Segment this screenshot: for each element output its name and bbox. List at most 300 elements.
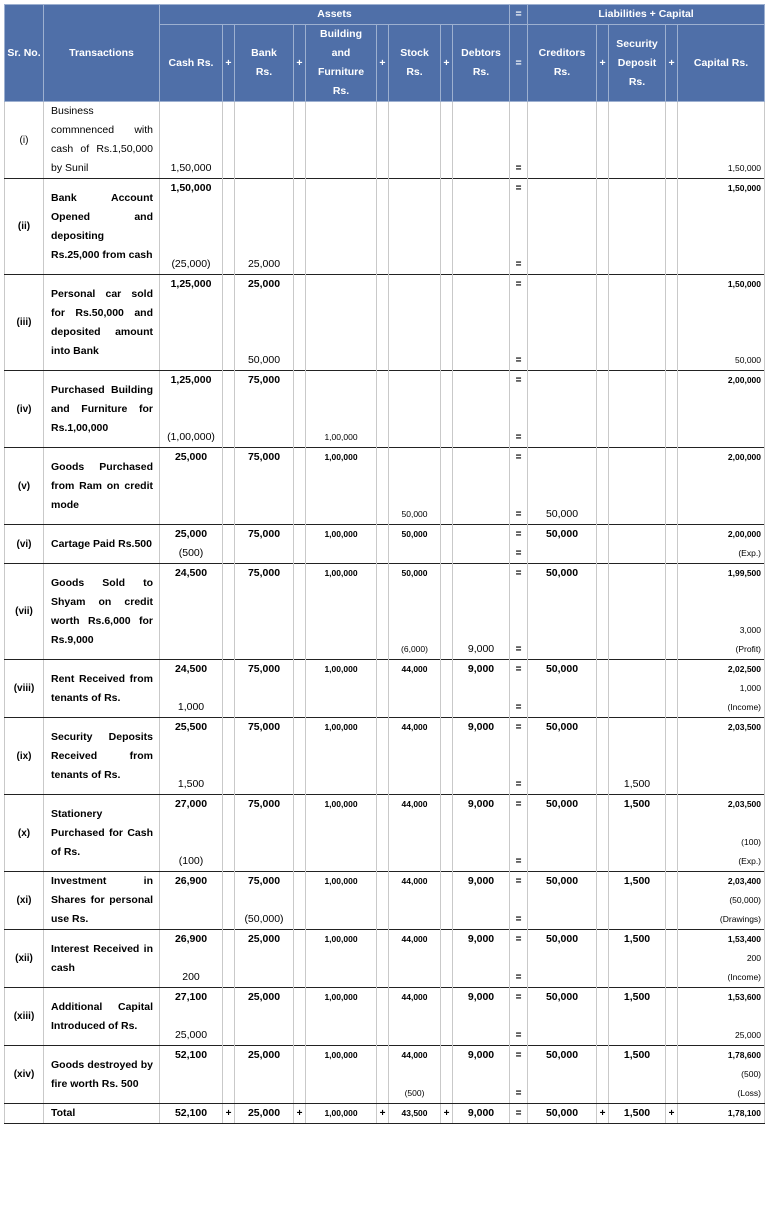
empty-cell: [597, 409, 609, 428]
cell-stock: [389, 255, 441, 275]
empty-cell: [678, 140, 765, 159]
plus-sign: [377, 1046, 389, 1066]
serial-number: (ii): [5, 179, 44, 275]
header-liabilities-capital: Liabilities + Capital: [528, 5, 765, 25]
plus-sign: [666, 718, 678, 738]
cell-bank: 75,000: [235, 564, 294, 584]
empty-cell: [235, 294, 294, 313]
empty-cell: [441, 294, 453, 313]
cell-debtors: [453, 852, 510, 872]
empty-cell: [235, 198, 294, 217]
empty-cell: [666, 486, 678, 505]
cell-stock: 44,000: [389, 718, 441, 738]
plus-sign: [294, 988, 306, 1008]
empty-cell: [510, 198, 528, 217]
empty-cell: [306, 409, 377, 428]
cell-building: [306, 371, 377, 391]
plus-sign: [223, 275, 235, 295]
plus-sign: [666, 872, 678, 892]
empty-cell: [306, 121, 377, 140]
cell-stock: (6,000): [389, 640, 441, 660]
empty-cell: [453, 621, 510, 640]
empty-cell: [609, 121, 666, 140]
cell-cash: 25,500: [160, 718, 223, 738]
empty-cell: [223, 602, 235, 621]
cell-bank: [235, 640, 294, 660]
empty-cell: [160, 1007, 223, 1026]
empty-cell: [223, 313, 235, 332]
cell-capital: 2,03,500: [678, 795, 765, 815]
plus-sign: [223, 428, 235, 448]
empty-cell: [441, 949, 453, 968]
cell-bank: 75,000: [235, 795, 294, 815]
empty-cell: [306, 1007, 377, 1026]
cell-building: [306, 698, 377, 718]
plus-sign: [597, 428, 609, 448]
plus-sign: [597, 351, 609, 371]
empty-cell: [609, 198, 666, 217]
plus-sign: [377, 448, 389, 468]
plus-sign: [223, 988, 235, 1008]
empty-cell: [528, 737, 597, 756]
serial-number: (xiv): [5, 1046, 44, 1104]
empty-cell: [441, 621, 453, 640]
empty-cell: [528, 891, 597, 910]
empty-cell: [223, 486, 235, 505]
plus-sign: [597, 275, 609, 295]
empty-cell: [609, 390, 666, 409]
empty-cell: [223, 737, 235, 756]
cell-bank: 25,000: [235, 255, 294, 275]
empty-cell: [666, 332, 678, 351]
plus-sign: [441, 544, 453, 564]
plus-sign: [666, 910, 678, 930]
serial-number: (vii): [5, 564, 44, 660]
serial-number: (iii): [5, 275, 44, 371]
cell-deposit: [609, 255, 666, 275]
empty-cell: [389, 121, 441, 140]
plus-sign: [597, 544, 609, 564]
cell-bank: 75,000: [235, 448, 294, 468]
empty-cell: [666, 737, 678, 756]
cell-debtors: [453, 179, 510, 199]
empty-cell: [306, 621, 377, 640]
empty-cell: [678, 602, 765, 621]
cell-bank: [235, 544, 294, 564]
cell-capital-note: (Exp.): [678, 852, 765, 872]
cell-stock: 44,000: [389, 1046, 441, 1066]
plus-sign: [441, 351, 453, 371]
empty-cell: [597, 1065, 609, 1084]
empty-cell: [235, 756, 294, 775]
serial-number: (xii): [5, 930, 44, 988]
empty-cell: [306, 102, 377, 121]
plus-sign: [294, 275, 306, 295]
plus-sign: [377, 930, 389, 950]
cell-building: [306, 351, 377, 371]
cell-capital: 2,02,500: [678, 660, 765, 680]
cell-debtors: [453, 255, 510, 275]
cell-bank: 25,000: [235, 1046, 294, 1066]
empty-cell: [441, 198, 453, 217]
empty-cell: [389, 332, 441, 351]
plus-sign: [223, 795, 235, 815]
empty-cell: [160, 621, 223, 640]
transaction-description: Additional Capital Introduced of Rs.: [44, 988, 160, 1046]
empty-cell: [528, 467, 597, 486]
plus-sign: [666, 275, 678, 295]
empty-cell: [441, 891, 453, 910]
empty-cell: [223, 833, 235, 852]
equals-sign: =: [510, 371, 528, 391]
cell-deposit: [609, 371, 666, 391]
empty-cell: [389, 102, 441, 121]
plus-sign: +: [223, 1104, 235, 1124]
transaction-description: Personal car sold for Rs.50,000 and deposited amount into Bank: [44, 275, 160, 371]
empty-cell: [609, 236, 666, 255]
empty-cell: [294, 121, 306, 140]
empty-cell: [678, 409, 765, 428]
plus-sign: [666, 775, 678, 795]
empty-cell: [666, 390, 678, 409]
empty-cell: [528, 1065, 597, 1084]
cell-creditors: [528, 179, 597, 199]
plus-sign: [294, 930, 306, 950]
cell-deposit: [609, 564, 666, 584]
empty-cell: [678, 467, 765, 486]
cell-stock: 44,000: [389, 872, 441, 892]
cell-building: [306, 852, 377, 872]
plus-sign: [377, 1084, 389, 1104]
plus-sign: [441, 930, 453, 950]
table-header: [5, 5, 765, 102]
empty-cell: [678, 294, 765, 313]
cell-cash: (100): [160, 852, 223, 872]
plus-sign: [441, 564, 453, 584]
empty-cell: [160, 217, 223, 236]
cell-capital: 1,50,000: [678, 159, 765, 179]
cell-capital: 2,03,500: [678, 718, 765, 738]
cell-cash: [160, 640, 223, 660]
serial-number: (iv): [5, 371, 44, 448]
plus-sign: [377, 852, 389, 872]
plus-sign: [294, 968, 306, 988]
header-transactions: Transactions: [44, 5, 160, 102]
empty-cell: [441, 1007, 453, 1026]
empty-cell: [666, 891, 678, 910]
empty-cell: [294, 332, 306, 351]
cell-bank: [235, 698, 294, 718]
cell-cash: [160, 351, 223, 371]
equals-sign: =: [510, 159, 528, 179]
cell-deposit: [609, 428, 666, 448]
cell-building: 1,00,000: [306, 795, 377, 815]
empty-cell: [235, 833, 294, 852]
empty-cell: [597, 467, 609, 486]
plus-sign: [597, 505, 609, 525]
balance-row: [5, 179, 765, 199]
cell-debtors: [453, 968, 510, 988]
empty-cell: [609, 602, 666, 621]
plus-sign: [441, 448, 453, 468]
cell-deposit: [609, 525, 666, 545]
empty-cell: [294, 833, 306, 852]
cell-creditors: [528, 255, 597, 275]
equals-sign: =: [510, 795, 528, 815]
cell-debtors: 9,000: [453, 988, 510, 1008]
empty-cell: [678, 390, 765, 409]
plus-sign: +: [294, 25, 306, 102]
empty-cell: [306, 583, 377, 602]
empty-cell: [666, 409, 678, 428]
plus-sign: [597, 564, 609, 584]
cell-debtors: [453, 159, 510, 179]
serial-number: (v): [5, 448, 44, 525]
empty-cell: [597, 1007, 609, 1026]
cell-debtors: 9,000: [453, 930, 510, 950]
empty-cell: [453, 313, 510, 332]
empty-cell: [306, 467, 377, 486]
empty-cell: [597, 679, 609, 698]
empty-cell: [510, 121, 528, 140]
plus-sign: [223, 930, 235, 950]
transaction-description: Goods destroyed by fire worth Rs. 500: [44, 1046, 160, 1104]
empty-cell: [453, 294, 510, 313]
empty-cell: [528, 294, 597, 313]
empty-cell: [528, 313, 597, 332]
cell-stock: 44,000: [389, 988, 441, 1008]
balance-row: [5, 930, 765, 950]
empty-cell: [306, 679, 377, 698]
plus-sign: [294, 525, 306, 545]
empty-cell: [597, 756, 609, 775]
cell-capital: 3,000: [678, 621, 765, 640]
empty-cell: [510, 679, 528, 698]
empty-cell: [510, 949, 528, 968]
cell-stock: (500): [389, 1084, 441, 1104]
plus-sign: [666, 1046, 678, 1066]
cell-bank: 50,000: [235, 351, 294, 371]
total-debtors: 9,000: [453, 1104, 510, 1124]
empty-cell: [453, 737, 510, 756]
cell-debtors: 9,000: [453, 872, 510, 892]
cell-cash: (1,00,000): [160, 428, 223, 448]
empty-cell: [510, 486, 528, 505]
cell-stock: [389, 544, 441, 564]
cell-debtors: 9,000: [453, 718, 510, 738]
transaction-description: Cartage Paid Rs.500: [44, 525, 160, 564]
equals-sign: =: [510, 910, 528, 930]
empty-cell: [666, 217, 678, 236]
total-building: 1,00,000: [306, 1104, 377, 1124]
cell-bank: [235, 179, 294, 199]
cell-bank: [235, 1084, 294, 1104]
empty-cell: [453, 390, 510, 409]
empty-cell: [453, 102, 510, 121]
empty-cell: [389, 236, 441, 255]
empty-cell: [609, 756, 666, 775]
transaction-description: Interest Received in cash: [44, 930, 160, 988]
cell-stock: 50,000: [389, 564, 441, 584]
plus-sign: [377, 872, 389, 892]
empty-cell: [223, 409, 235, 428]
empty-cell: [389, 583, 441, 602]
empty-cell: [294, 602, 306, 621]
plus-sign: [223, 448, 235, 468]
plus-sign: [597, 255, 609, 275]
cell-capital: [678, 775, 765, 795]
empty-cell: [609, 409, 666, 428]
equals-sign: =: [510, 718, 528, 738]
cell-cash: 25,000: [160, 525, 223, 545]
empty-cell: [510, 891, 528, 910]
cell-cash: 26,900: [160, 872, 223, 892]
cell-creditors: [528, 910, 597, 930]
cell-capital: 2,00,000: [678, 448, 765, 468]
plus-sign: [377, 371, 389, 391]
cell-cash: [160, 505, 223, 525]
empty-cell: [160, 583, 223, 602]
empty-cell: [160, 679, 223, 698]
cell-capital: 50,000: [678, 351, 765, 371]
empty-cell: [609, 679, 666, 698]
empty-cell: [235, 313, 294, 332]
plus-sign: [223, 698, 235, 718]
plus-sign: [294, 1046, 306, 1066]
cell-bank: 25,000: [235, 275, 294, 295]
cell-creditors: [528, 698, 597, 718]
equals-sign: =: [510, 640, 528, 660]
cell-building: 1,00,000: [306, 448, 377, 468]
empty-cell: [235, 467, 294, 486]
equals-sign: =: [510, 275, 528, 295]
cell-building: [306, 275, 377, 295]
plus-sign: [441, 775, 453, 795]
plus-sign: [294, 1084, 306, 1104]
plus-sign: [597, 968, 609, 988]
plus-sign: [666, 371, 678, 391]
cell-capital: 2,03,400: [678, 872, 765, 892]
cell-stock: [389, 698, 441, 718]
empty-cell: [294, 467, 306, 486]
empty-cell: [597, 583, 609, 602]
table-body: [5, 102, 765, 1124]
empty-cell: [609, 621, 666, 640]
empty-cell: [223, 217, 235, 236]
plus-sign: [377, 255, 389, 275]
empty-cell: [377, 390, 389, 409]
cell-deposit: [609, 505, 666, 525]
plus-sign: [294, 852, 306, 872]
empty-cell: [235, 679, 294, 698]
plus-sign: [441, 428, 453, 448]
transaction-description: Stationery Purchased for Cash of Rs.: [44, 795, 160, 872]
empty-cell: [441, 236, 453, 255]
empty-cell: [609, 486, 666, 505]
empty-cell: [528, 102, 597, 121]
plus-sign: [294, 910, 306, 930]
empty-cell: [678, 583, 765, 602]
empty-cell: [223, 467, 235, 486]
cell-debtors: [453, 564, 510, 584]
empty-cell: [223, 332, 235, 351]
empty-cell: [528, 140, 597, 159]
plus-sign: [441, 505, 453, 525]
empty-cell: [528, 236, 597, 255]
empty-cell: [609, 140, 666, 159]
empty-cell: [453, 198, 510, 217]
empty-cell: [294, 486, 306, 505]
cell-cash: 1,50,000: [160, 159, 223, 179]
empty-cell: [306, 949, 377, 968]
empty-cell: [597, 833, 609, 852]
balance-row: [5, 275, 765, 295]
equals-sign: =: [510, 988, 528, 1008]
empty-cell: [306, 1065, 377, 1084]
cell-bank: [235, 428, 294, 448]
plus-sign: +: [597, 25, 609, 102]
empty-cell: [666, 140, 678, 159]
plus-sign: [294, 640, 306, 660]
plus-sign: [441, 698, 453, 718]
empty-cell: [377, 1007, 389, 1026]
empty-cell: [294, 409, 306, 428]
plus-sign: [294, 159, 306, 179]
cell-capital: 1,53,600: [678, 988, 765, 1008]
cell-building: [306, 1084, 377, 1104]
empty-cell: [678, 332, 765, 351]
empty-cell: [306, 737, 377, 756]
empty-cell: [441, 140, 453, 159]
plus-sign: [441, 275, 453, 295]
empty-cell: [528, 1007, 597, 1026]
empty-cell: [294, 1065, 306, 1084]
empty-cell: [666, 236, 678, 255]
empty-cell: [609, 217, 666, 236]
empty-cell: [294, 313, 306, 332]
empty-cell: [678, 756, 765, 775]
empty-cell: [389, 1065, 441, 1084]
cell-deposit: [609, 351, 666, 371]
total-creditors: 50,000: [528, 1104, 597, 1124]
plus-sign: [441, 795, 453, 815]
empty-cell: [377, 140, 389, 159]
empty-cell: [235, 949, 294, 968]
empty-cell: [453, 756, 510, 775]
empty-cell: [510, 833, 528, 852]
empty-cell: [223, 121, 235, 140]
empty-cell: [223, 198, 235, 217]
empty-cell: [294, 949, 306, 968]
balance-row: [5, 371, 765, 391]
empty-cell: [160, 1065, 223, 1084]
empty-cell: [528, 198, 597, 217]
balance-row: [5, 525, 765, 545]
empty-cell: [510, 467, 528, 486]
empty-cell: [389, 737, 441, 756]
equals-sign: =: [510, 1084, 528, 1104]
balance-row: [5, 872, 765, 892]
empty-cell: [306, 756, 377, 775]
cell-deposit: [609, 448, 666, 468]
empty-cell: [528, 332, 597, 351]
empty-cell: [235, 621, 294, 640]
cell-stock: [389, 351, 441, 371]
cell-cash: (25,000): [160, 255, 223, 275]
empty-cell: [389, 756, 441, 775]
empty-cell: [306, 294, 377, 313]
cell-deposit: [609, 698, 666, 718]
